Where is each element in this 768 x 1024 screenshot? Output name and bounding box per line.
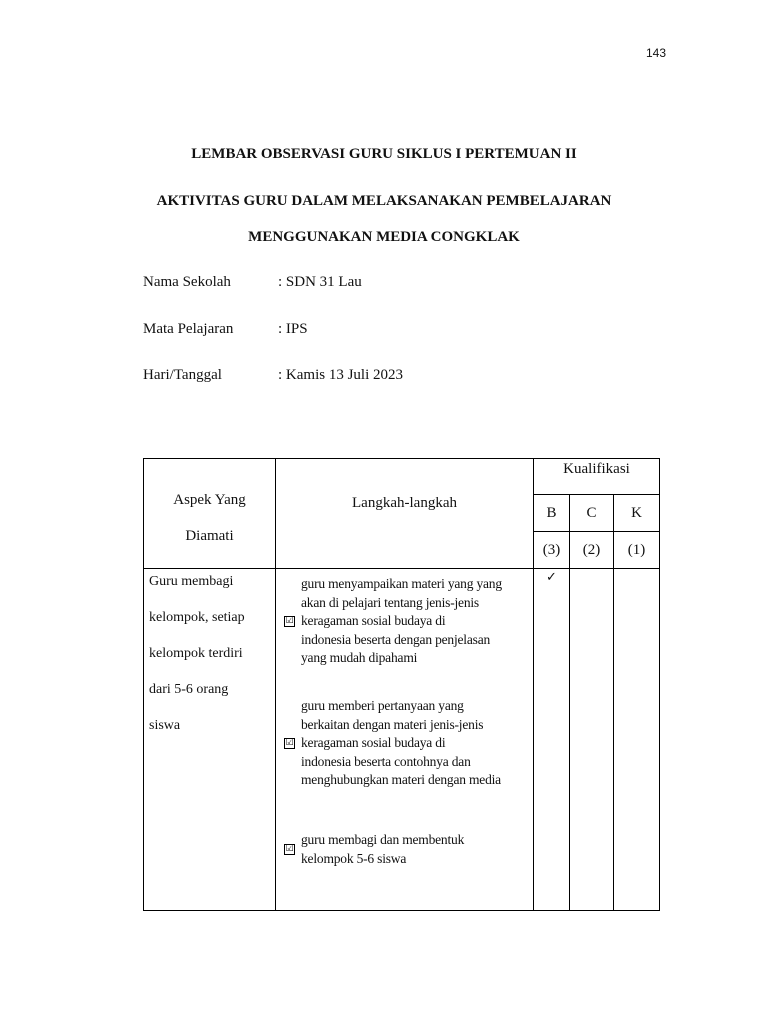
document-title: LEMBAR OBSERVASI GURU SIKLUS I PERTEMUAN II	[191, 146, 577, 162]
checked-checkbox-icon[interactable]: ☑	[285, 615, 294, 626]
step-item-1	[284, 575, 527, 668]
subject-value: : IPS	[278, 321, 308, 337]
grade-k-cell	[614, 569, 660, 911]
step-line: guru membagi dan membentuk	[301, 832, 465, 847]
steps-header-cell	[276, 459, 534, 569]
date-value: : Kamis 13 Juli 2023	[278, 367, 404, 383]
steps-header: Langkah-langkah	[352, 495, 457, 511]
aspect-line: Guru membagi	[149, 574, 234, 589]
step-line: guru menyampaikan materi yang yang	[301, 576, 502, 591]
document-subtitle-line-1: AKTIVITAS GURU DALAM MELAKSANAKAN PEMBELAJARAN	[156, 193, 612, 209]
step-line: indonesia beserta dengan penjelasan	[301, 631, 491, 647]
step-line: keragaman sosial budaya di	[301, 735, 446, 750]
step-line: akan di pelajari tentang jenis-jenis	[301, 594, 479, 610]
step-line: yang mudah dipahami	[301, 650, 418, 665]
checked-checkbox-icon[interactable]: ☑	[285, 844, 294, 854]
aspect-line: dari 5-6 orang	[149, 682, 229, 697]
aspect-header-line-1: Aspek Yang	[173, 491, 246, 508]
step-line: berkaitan dengan materi jenis-jenis	[301, 716, 484, 732]
step-line: kelompok 5-6 siswa	[301, 850, 407, 866]
school-label: Nama Sekolah	[143, 274, 231, 290]
grade-letter-c: C	[570, 495, 614, 532]
grade-b-cell	[534, 569, 570, 911]
grade-score-k: (1)	[614, 532, 660, 569]
step-line: menghubungkan materi dengan media	[301, 772, 501, 787]
step-item-2	[284, 697, 527, 790]
page-number: 143	[645, 46, 666, 60]
aspect-line: kelompok terdiri	[149, 646, 243, 661]
aspect-line: siswa	[149, 718, 181, 733]
aspect-header-line-2: Diamati	[185, 527, 234, 544]
step-line: indonesia beserta contohnya dan	[301, 753, 471, 769]
aspect-line: kelompok, setiap	[149, 610, 245, 625]
step-item-3	[284, 831, 527, 868]
subject-label: Mata Pelajaran	[143, 321, 234, 337]
qualification-header: Kualifikasi	[563, 461, 630, 477]
aspect-cell	[144, 569, 276, 911]
step-line: keragaman sosial budaya di	[301, 613, 446, 628]
grade-letter-k: K	[614, 495, 660, 532]
step-line: guru memberi pertanyaan yang	[301, 698, 464, 713]
aspect-header-cell	[144, 459, 276, 569]
qualification-header-cell	[534, 459, 660, 495]
date-label: Hari/Tanggal	[143, 367, 222, 383]
steps-cell	[276, 569, 534, 911]
grade-c-cell	[570, 569, 614, 911]
grade-score-c: (2)	[570, 532, 614, 569]
observation-table	[143, 458, 660, 911]
school-value: : SDN 31 Lau	[278, 274, 362, 290]
check-mark-icon: ✓	[546, 570, 557, 585]
document-subtitle-line-2: MENGGUNAKAN MEDIA CONGKLAK	[248, 229, 520, 245]
grade-score-b: (3)	[534, 532, 570, 569]
checked-checkbox-icon[interactable]: ☑	[285, 737, 294, 748]
grade-letter-b: B	[534, 495, 570, 532]
